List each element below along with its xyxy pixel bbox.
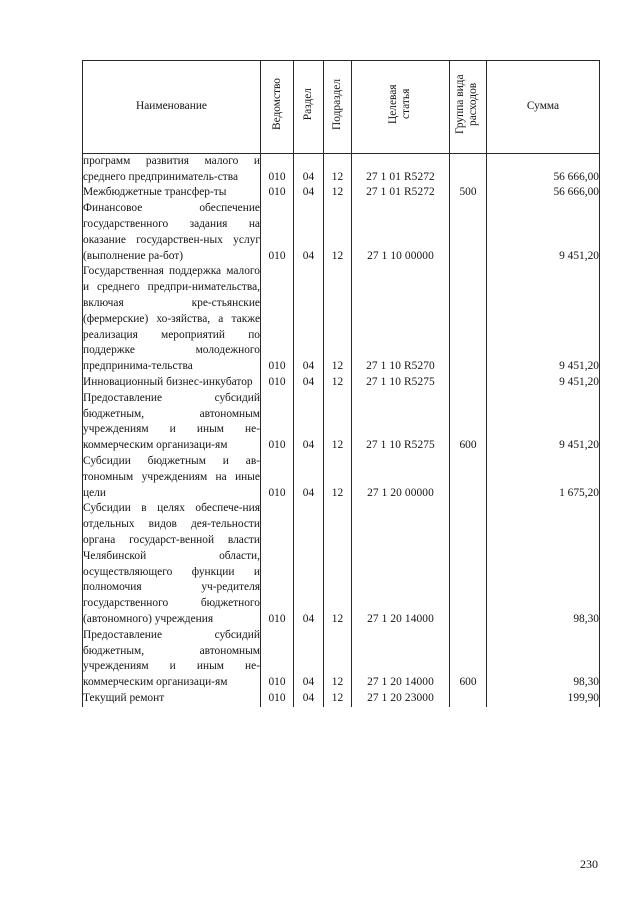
row-amount-cell: 9 451,20 bbox=[487, 375, 600, 391]
row-name-cell: программ развития малого и среднего предприниматель-ства bbox=[83, 153, 261, 185]
header-target-item: Целевая статья bbox=[352, 61, 450, 154]
row-expense-group-cell bbox=[450, 153, 487, 185]
row-target-item-cell: 27 1 20 14000 bbox=[352, 501, 450, 627]
table-row bbox=[83, 375, 600, 391]
row-department-cell: 010 bbox=[261, 264, 294, 375]
row-section-cell: 04 bbox=[294, 391, 324, 454]
row-target-item-cell: 27 1 20 14000 bbox=[352, 628, 450, 691]
row-amount-cell: 9 451,20 bbox=[487, 264, 600, 375]
row-department-cell: 010 bbox=[261, 201, 294, 264]
row-target-item-cell: 27 1 01 R5272 bbox=[352, 153, 450, 185]
row-subsection-cell: 12 bbox=[324, 691, 352, 707]
row-name-cell: Инновационный бизнес-инкубатор bbox=[83, 375, 261, 391]
page-number: 230 bbox=[580, 857, 598, 871]
header-name: Наименование bbox=[83, 61, 261, 154]
table-row bbox=[83, 201, 600, 264]
row-section-cell: 04 bbox=[294, 153, 324, 185]
row-department-cell: 010 bbox=[261, 454, 294, 501]
row-subsection-cell: 12 bbox=[324, 501, 352, 627]
row-expense-group-cell bbox=[450, 201, 487, 264]
row-name-cell: Субсидии бюджетным и ав-тономным учреждениям на иные цели bbox=[83, 454, 261, 501]
table-row bbox=[83, 501, 600, 627]
row-name-cell: Субсидии в целях обеспече-ния отдельных видов дея-тельности органа государст-венной власти Челябинской области, осуществляющего функции и полномочия уч-редителя государственного бюджетного (автономного) учреждения bbox=[83, 501, 261, 627]
row-target-item-cell: 27 1 10 R5275 bbox=[352, 375, 450, 391]
row-target-item-cell: 27 1 10 00000 bbox=[352, 201, 450, 264]
row-section-cell: 04 bbox=[294, 691, 324, 707]
row-section-cell: 04 bbox=[294, 628, 324, 691]
header-expense-group: Группа вида расходов bbox=[450, 61, 487, 154]
row-amount-cell: 9 451,20 bbox=[487, 201, 600, 264]
row-subsection-cell: 12 bbox=[324, 454, 352, 501]
row-name-cell: Предоставление субсидий бюджетным, автономным учреждениям и иным не-коммерческим организаци-ям bbox=[83, 628, 261, 691]
row-section-cell: 04 bbox=[294, 185, 324, 201]
row-subsection-cell: 12 bbox=[324, 391, 352, 454]
table-row bbox=[83, 153, 600, 185]
row-department-cell: 010 bbox=[261, 628, 294, 691]
row-name-cell: Межбюджетные трансфер-ты bbox=[83, 185, 261, 201]
row-section-cell: 04 bbox=[294, 501, 324, 627]
row-expense-group-cell bbox=[450, 264, 487, 375]
row-amount-cell: 56 666,00 bbox=[487, 185, 600, 201]
row-subsection-cell: 12 bbox=[324, 153, 352, 185]
row-target-item-cell: 27 1 10 R5275 bbox=[352, 391, 450, 454]
table-row bbox=[83, 391, 600, 454]
row-subsection-cell: 12 bbox=[324, 375, 352, 391]
row-subsection-cell: 12 bbox=[324, 628, 352, 691]
row-section-cell: 04 bbox=[294, 454, 324, 501]
row-department-cell: 010 bbox=[261, 153, 294, 185]
table-row bbox=[83, 264, 600, 375]
header-amount: Сумма bbox=[487, 61, 600, 154]
row-subsection-cell: 12 bbox=[324, 264, 352, 375]
row-section-cell: 04 bbox=[294, 264, 324, 375]
row-expense-group-cell: 500 bbox=[450, 185, 487, 201]
row-department-cell: 010 bbox=[261, 375, 294, 391]
row-section-cell: 04 bbox=[294, 201, 324, 264]
row-section-cell: 04 bbox=[294, 375, 324, 391]
row-expense-group-cell bbox=[450, 375, 487, 391]
row-department-cell: 010 bbox=[261, 501, 294, 627]
table-row bbox=[83, 628, 600, 691]
table-row bbox=[83, 691, 600, 707]
row-amount-cell: 9 451,20 bbox=[487, 391, 600, 454]
header-subsection: Подраздел bbox=[324, 61, 352, 154]
row-amount-cell: 56 666,00 bbox=[487, 153, 600, 185]
row-amount-cell: 1 675,20 bbox=[487, 454, 600, 501]
row-amount-cell: 98,30 bbox=[487, 628, 600, 691]
row-amount-cell: 199,90 bbox=[487, 691, 600, 707]
row-target-item-cell: 27 1 20 23000 bbox=[352, 691, 450, 707]
row-department-cell: 010 bbox=[261, 185, 294, 201]
row-name-cell: Предоставление субсидий бюджетным, автономным учреждениям и иным не-коммерческим организаци-ям bbox=[83, 391, 261, 454]
header-department: Ведомство bbox=[261, 61, 294, 154]
row-expense-group-cell bbox=[450, 501, 487, 627]
row-name-cell: Государственная поддержка малого и среднего предпри-нимательства, включая кре-стьянские (фермерские) хо-зяйства, а также реализация мероприятий по поддержке молодежного предпринима-тельства bbox=[83, 264, 261, 375]
row-department-cell: 010 bbox=[261, 691, 294, 707]
row-expense-group-cell: 600 bbox=[450, 391, 487, 454]
row-expense-group-cell bbox=[450, 454, 487, 501]
header-section: Раздел bbox=[294, 61, 324, 154]
row-expense-group-cell bbox=[450, 691, 487, 707]
row-target-item-cell: 27 1 01 R5272 bbox=[352, 185, 450, 201]
row-target-item-cell: 27 1 10 R5270 bbox=[352, 264, 450, 375]
row-expense-group-cell: 600 bbox=[450, 628, 487, 691]
row-subsection-cell: 12 bbox=[324, 185, 352, 201]
row-target-item-cell: 27 1 20 00000 bbox=[352, 454, 450, 501]
row-subsection-cell: 12 bbox=[324, 201, 352, 264]
row-amount-cell: 98,30 bbox=[487, 501, 600, 627]
row-department-cell: 010 bbox=[261, 391, 294, 454]
row-name-cell: Финансовое обеспечение государственного задания на оказание государствен-ных услуг (выполнение ра-бот) bbox=[83, 201, 261, 264]
table-row bbox=[83, 454, 600, 501]
budget-table bbox=[82, 60, 600, 707]
table-row bbox=[83, 185, 600, 201]
row-name-cell: Текущий ремонт bbox=[83, 691, 261, 707]
table-header-row bbox=[83, 61, 600, 154]
